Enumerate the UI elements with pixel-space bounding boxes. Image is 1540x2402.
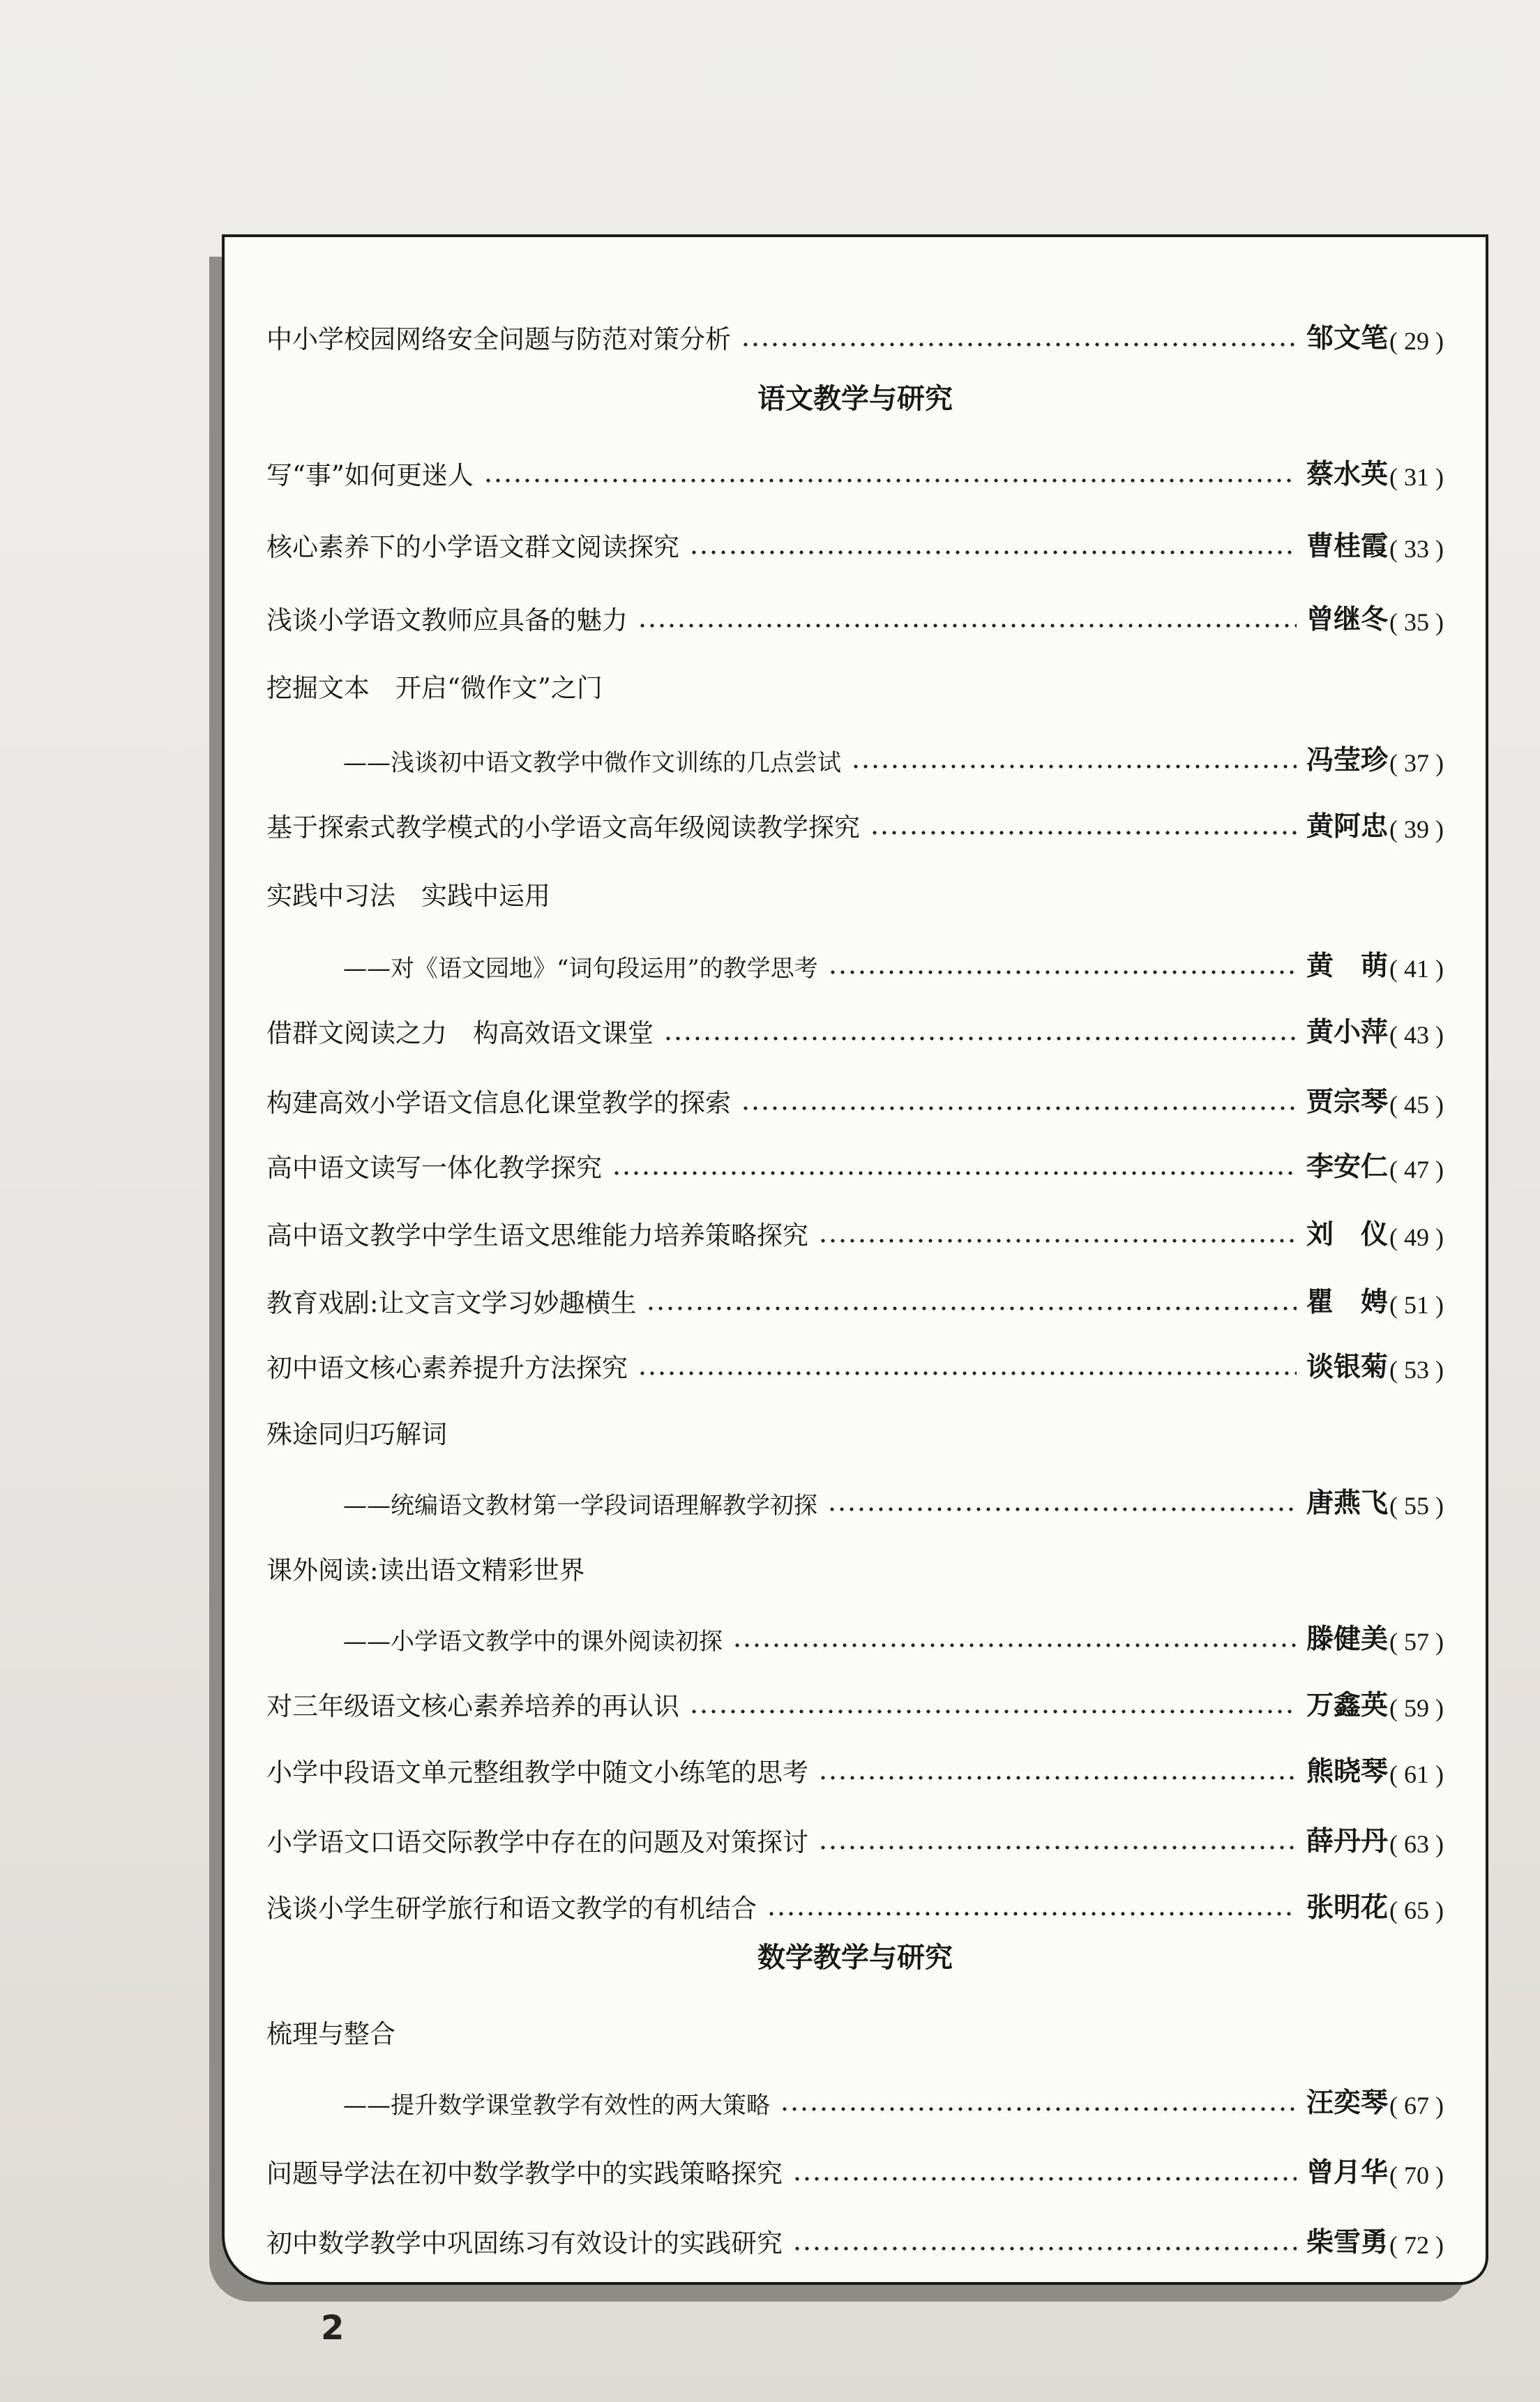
entry-author: 贾宗琴 — [1306, 1087, 1389, 1118]
entry-author: 瞿 娉 — [1306, 1287, 1389, 1318]
dot-leader — [637, 1370, 1297, 1376]
entry-title: ——对《语文园地》“词句段运用”的教学思考 — [343, 955, 818, 983]
toc-subentry[interactable] — [266, 928, 1444, 983]
toc-frame — [222, 234, 1488, 2285]
dot-leader — [780, 2106, 1297, 2112]
entry-title: 构建高效小学语文信息化课堂教学的探索 — [266, 1088, 731, 1118]
entry-page: ( 31 ) — [1389, 463, 1444, 491]
entry-page: ( 41 ) — [1389, 955, 1444, 983]
entry-author: 邹文笔 — [1306, 323, 1389, 354]
entry-author: 唐燕飞 — [1306, 1488, 1389, 1519]
entry-author: 黄小萍 — [1306, 1017, 1389, 1048]
dot-leader — [818, 1845, 1297, 1850]
entry-page: ( 63 ) — [1389, 1830, 1444, 1858]
entry-author: 柴雪勇 — [1306, 2227, 1389, 2258]
dot-leader — [646, 1306, 1297, 1311]
entry-page: ( 70 ) — [1389, 2161, 1444, 2189]
toc-subentry[interactable] — [266, 2064, 1444, 2120]
dot-leader — [612, 1170, 1297, 1176]
entry-page: ( 61 ) — [1389, 1760, 1444, 1788]
entry-title: ——浅谈初中语文教学中微作文训练的几点尝试 — [343, 749, 841, 777]
entry-author: 李安仁 — [1306, 1151, 1389, 1183]
entry-title: 中小学校园网络安全问题与防范对策分析 — [266, 324, 731, 354]
entry-title: 初中数学教学中巩固练习有效设计的实践研究 — [266, 2228, 783, 2258]
dot-leader — [637, 623, 1297, 628]
entry-author: 黄阿忠 — [1306, 811, 1389, 843]
entry-author: 黄 萌 — [1306, 951, 1389, 982]
toc-entry[interactable] — [266, 1329, 1444, 1384]
toc-entry[interactable] — [266, 788, 1444, 844]
dot-leader — [689, 1709, 1297, 1714]
toc-entry[interactable] — [266, 508, 1444, 564]
section-heading-chinese: 语文教学与研究 — [757, 383, 953, 415]
entry-page: ( 53 ) — [1389, 1356, 1444, 1384]
entry-title: 对三年级语文核心素养培养的再认识 — [266, 1691, 679, 1721]
dot-leader — [483, 478, 1297, 483]
heading-text: 殊途同归巧解词 — [266, 1419, 447, 1449]
entry-page: ( 43 ) — [1389, 1021, 1444, 1049]
entry-page: ( 45 ) — [1389, 1091, 1444, 1119]
dot-leader — [828, 969, 1297, 975]
entry-author: 滕健美 — [1306, 1624, 1389, 1655]
entry-title: 浅谈小学语文教师应具备的魅力 — [266, 605, 628, 635]
dot-leader — [741, 342, 1297, 347]
entry-page: ( 35 ) — [1389, 608, 1444, 636]
toc-subentry[interactable] — [266, 1465, 1444, 1520]
heading-text: 挖掘文本 开启“微作文”之门 — [266, 673, 603, 703]
entry-page: ( 37 ) — [1389, 749, 1444, 777]
toc-entry[interactable] — [266, 2134, 1444, 2190]
entry-title: 问题导学法在初中数学教学中的实践策略探究 — [266, 2159, 783, 2189]
entry-author: 蔡水英 — [1306, 459, 1389, 490]
dot-leader — [792, 2176, 1297, 2182]
entry-author: 刘 仪 — [1306, 1219, 1389, 1251]
toc-entry[interactable] — [266, 1128, 1444, 1184]
entry-author: 张明花 — [1306, 1892, 1389, 1924]
entry-title: 高中语文读写一体化教学探究 — [266, 1153, 602, 1183]
entry-author: 曹桂霞 — [1306, 531, 1389, 562]
toc-heading — [266, 649, 1444, 704]
toc-entry[interactable] — [266, 2204, 1444, 2260]
dot-leader — [767, 1911, 1297, 1917]
toc-heading — [266, 1995, 1444, 2050]
entry-title: 浅谈小学生研学旅行和语文教学的有机结合 — [266, 1894, 757, 1924]
entry-page: ( 33 ) — [1389, 535, 1444, 563]
entry-title: 写“事”如何更迷人 — [266, 460, 474, 490]
toc-entry[interactable] — [266, 1667, 1444, 1723]
entry-page: ( 72 ) — [1389, 2231, 1444, 2259]
entry-page: ( 39 ) — [1389, 815, 1444, 843]
entry-page: ( 55 ) — [1389, 1492, 1444, 1520]
dot-leader — [818, 1775, 1297, 1781]
entry-author: 熊晓琴 — [1306, 1756, 1389, 1788]
toc-heading — [266, 1531, 1444, 1587]
toc-entry[interactable] — [266, 1869, 1444, 1925]
entry-page: ( 47 ) — [1389, 1156, 1444, 1184]
entry-title: 小学语文口语交际教学中存在的问题及对策探讨 — [266, 1827, 808, 1857]
entry-page: ( 67 ) — [1389, 2092, 1444, 2120]
entry-title: 小学中段语文单元整组教学中随文小练笔的思考 — [266, 1758, 808, 1788]
dot-leader — [851, 764, 1297, 769]
toc-entry[interactable] — [266, 1803, 1444, 1859]
entry-title: 借群文阅读之力 构高效语文课堂 — [266, 1018, 654, 1048]
toc-entry[interactable] — [266, 1196, 1444, 1252]
dot-leader — [663, 1036, 1297, 1041]
dot-leader — [732, 1642, 1297, 1648]
entry-author: 薛丹丹 — [1306, 1826, 1389, 1857]
entry-title: 核心素养下的小学语文群文阅读探究 — [266, 532, 679, 562]
entry-page: ( 51 ) — [1389, 1291, 1444, 1319]
dot-leader — [689, 550, 1297, 555]
toc-entry[interactable] — [266, 300, 1444, 356]
toc-entry[interactable] — [266, 1733, 1444, 1789]
entry-title: ——统编语文教材第一学段词语理解教学初探 — [343, 1492, 817, 1520]
toc-heading — [266, 856, 1444, 912]
entry-author: 冯莹珍 — [1306, 745, 1389, 776]
dot-leader — [792, 2246, 1297, 2251]
entry-author: 曾继冬 — [1306, 604, 1389, 635]
page-number: 2 — [321, 2309, 345, 2348]
entry-title: 高中语文教学中学生语文思维能力培养策略探究 — [266, 1221, 808, 1251]
dot-leader — [818, 1238, 1297, 1244]
dot-leader — [741, 1105, 1297, 1111]
entry-author: 曾月华 — [1306, 2157, 1389, 2189]
heading-text: 实践中习法 实践中运用 — [266, 881, 550, 911]
heading-text: 课外阅读:读出语文精彩世界 — [266, 1555, 585, 1585]
entry-author: 万鑫英 — [1306, 1690, 1389, 1721]
toc-entry[interactable] — [266, 581, 1444, 637]
entry-author: 汪奕琴 — [1306, 2087, 1389, 2119]
entry-page: ( 59 ) — [1389, 1694, 1444, 1722]
entry-page: ( 49 ) — [1389, 1223, 1444, 1251]
entry-title: 教育戏剧:让文言文学习妙趣横生 — [266, 1288, 637, 1318]
entry-page: ( 29 ) — [1389, 327, 1444, 355]
toc-subentry[interactable] — [266, 722, 1444, 778]
entry-title: ——提升数学课堂教学有效性的两大策略 — [343, 2092, 770, 2120]
toc-entry[interactable] — [266, 436, 1444, 492]
heading-text: 梳理与整合 — [266, 2019, 395, 2049]
entry-title: ——小学语文教学中的课外阅读初探 — [343, 1628, 723, 1656]
entry-author: 谈银菊 — [1306, 1352, 1389, 1383]
toc-entry[interactable] — [266, 1264, 1444, 1320]
entry-page: ( 57 ) — [1389, 1628, 1444, 1656]
entry-page: ( 65 ) — [1389, 1896, 1444, 1924]
toc-subentry[interactable] — [266, 1601, 1444, 1656]
toc-entry[interactable] — [266, 1064, 1444, 1119]
entry-title: 初中语文核心素养提升方法探究 — [266, 1353, 628, 1383]
toc-heading — [266, 1395, 1444, 1451]
dot-leader — [827, 1506, 1297, 1512]
toc-entry[interactable] — [266, 994, 1444, 1050]
dot-leader — [870, 830, 1297, 836]
section-heading-math: 数学教学与研究 — [757, 1942, 953, 1974]
entry-title: 基于探索式教学模式的小学语文高年级阅读教学探究 — [266, 813, 860, 843]
